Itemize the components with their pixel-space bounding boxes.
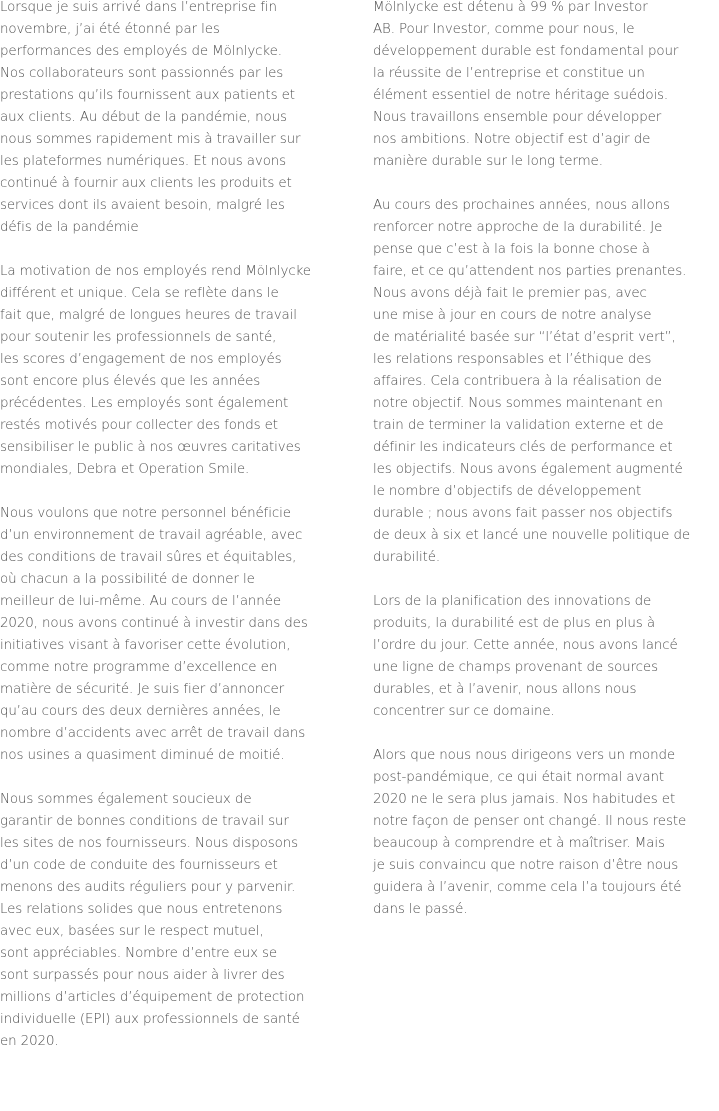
paragraph: Nous sommes également soucieux de garantir de bonnes conditions de travail sur les sites de nos fournisseurs. Nous disposons d’un code de conduite des fournisseurs et menons des audits réguliers pour y parvenir. Les relations solides que nous entretenons avec eux, basées sur le respect mutuel, sont appréciables. Nombre d’entre eux se sont surpassés pour nous aider à livrer des millions d’articles d’équipement de protection individuelle (EPI) aux professionnels de santé en 2020. (0, 792, 305, 1049)
paragraph: Nous voulons que notre personnel bénéficie d’un environnement de travail agréable, avec des conditions de travail sûres et équitables, où chacun a la possibilité de donner le meilleur de lui-même. Au cours de l’année 2020, nous avons continué à investir dans des initiatives visant à favoriser cette évolution, comme notre programme d’excellence en matière de sécurité. Je suis fier d’annoncer qu’au cours des deux dernières années, le nombre d’accidents avec arrêt de travail dans nos usines a quasiment diminué de moitié. (0, 506, 308, 763)
paragraph: Lors de la planification des innovations de produits, la durabilité est de plus en plus à l’ordre du jour. Cette année, nous avons lancé une ligne de champs provenant de sources durables, et à l’avenir, nous allons nous concentrer sur ce domaine. (373, 594, 678, 719)
left-text-column (0, 0, 352, 1075)
paragraph: Mölnlycke est détenu à 99 % par Investor AB. Pour Investor, comme pour nous, le développement durable est fondamental pour la réussite de l’entreprise et constitue un élément essentiel de notre héritage suédois. Nous travaillons ensemble pour développer nos ambitions. Notre objectif est d’agir de manière durable sur le long terme. (373, 0, 679, 169)
paragraph: Lorsque je suis arrivé dans l’entreprise fin novembre, j’ai été étonné par les performances des employés de Mölnlycke. Nos collaborateurs sont passionnés par les prestations qu’ils fournissent aux patients et aux clients. Au début de la pandémie, nous nous sommes rapidement mis à travailler sur les plateformes numériques. Et nous avons continué à fournir aux clients les produits et services dont ils avaient besoin, malgré les défis de la pandémie (0, 0, 301, 235)
paragraph: La motivation de nos employés rend Mölnlycke différent et unique. Cela se reflète dans le fait que, malgré de longues heures de travail pour soutenir les professionnels de santé, les scores d’engagement de nos employés sont encore plus élevés que les années précédentes. Les employés sont également restés motivés pour collecter des fonds et sensibiliser le public à nos œuvres caritatives mondiales, Debra et Operation Smile. (0, 264, 311, 477)
paragraph: Alors que nous nous dirigeons vers un monde post-pandémique, ce qui était normal avant 2020 ne le sera plus jamais. Nos habitudes et notre façon de penser ont changé. Il nous reste beaucoup à comprendre et à maîtriser. Mais je suis convaincu que notre raison d’être nous guidera à l’avenir, comme cela l’a toujours été dans le passé. (373, 748, 687, 917)
paragraph: Au cours des prochaines années, nous allons renforcer notre approche de la durabilité. Je pense que c’est à la fois la bonne chose à faire, et ce qu’attendent nos parties prenantes. Nous avons déjà fait le premier pas, avec une mise à jour en cours de notre analyse de matérialité basée sur “l’état d’esprit vert”, les relations responsables et l’éthique des affaires. Cela contribuera à la réalisation de notre objectif. Nous sommes maintenant en train de terminer la validation externe et de définir les indicateurs clés de performance et les objectifs. Nous avons également augmenté le nombre d’objectifs de développement durable ; nous avons fait passer nos objectifs de deux à six et lancé une nouvelle politique de durabilité. (373, 198, 691, 565)
right-text-column (373, 0, 719, 943)
